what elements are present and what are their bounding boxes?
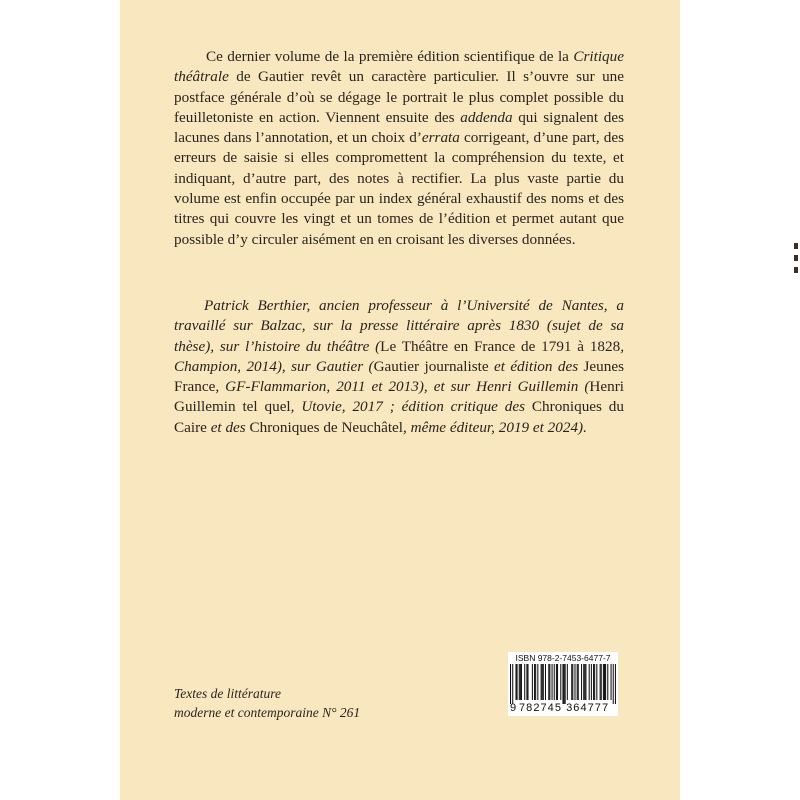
barcode-bar xyxy=(584,664,585,700)
blurb-addenda: addenda xyxy=(460,108,513,126)
barcode-bar xyxy=(585,664,586,700)
barcode-bar xyxy=(510,664,511,704)
barcode-bars xyxy=(510,664,616,704)
barcode-bar xyxy=(613,664,614,704)
author-bio xyxy=(174,296,624,438)
barcode-bar xyxy=(524,664,525,700)
barcode-bar xyxy=(564,664,565,704)
barcode-bar xyxy=(572,664,573,700)
barcode-bar xyxy=(537,664,538,700)
barcode-bar xyxy=(571,664,572,700)
barcode-bar xyxy=(603,664,604,700)
bio-title: Chroniques de Neuchâtel xyxy=(249,418,404,436)
edge-mark xyxy=(794,243,798,249)
barcode-bar xyxy=(604,664,605,700)
barcode-bar xyxy=(607,664,608,700)
barcode-bar xyxy=(562,664,563,704)
bio-title: Gautier journaliste xyxy=(373,357,489,375)
barcode-bar xyxy=(567,664,568,700)
blurb-text: qui signalent des lacunes dans l’annotation, et un choix d’ xyxy=(174,108,625,147)
bio-text: , même éditeur, 2019 et 2024). xyxy=(403,418,587,436)
barcode-bar xyxy=(556,664,557,700)
barcode-bar xyxy=(549,664,550,700)
bio-title: Le Théâtre en France de 1791 à 1828 xyxy=(380,337,621,355)
barcode-bar xyxy=(589,664,590,700)
barcode-bar xyxy=(583,664,584,700)
barcode-bar xyxy=(615,664,616,704)
barcode-bar xyxy=(594,664,595,700)
barcode-bar xyxy=(591,664,592,700)
barcode-bar xyxy=(611,664,612,700)
bio-text: Patrick Berthier, ancien professeur à l’Université de Nantes, a travaillé sur Balzac, sur la presse littéraire après 1830 (sujet de sa thèse), sur l’histoire du théâtre ( xyxy=(174,297,624,355)
bio-text: , Utovie, 2017 ; édition critique des xyxy=(290,398,532,416)
barcode-bar xyxy=(532,664,533,700)
barcode-bar xyxy=(541,664,542,700)
bio-text: , Champion, 2014), sur Gautier ( xyxy=(174,337,624,375)
barcode-bar xyxy=(593,664,594,700)
barcode-bar xyxy=(526,664,527,700)
barcode-bar xyxy=(534,664,535,700)
edge-mark xyxy=(794,255,798,261)
blurb-title-critique: Critique théâtrale xyxy=(174,48,624,86)
barcode-bar xyxy=(577,664,578,700)
barcode-bar xyxy=(578,664,579,700)
barcode-bar xyxy=(600,664,601,700)
barcode-bar xyxy=(519,664,520,700)
barcode-bar xyxy=(601,664,602,700)
barcode-bar xyxy=(535,664,536,700)
barcode-bar xyxy=(512,664,513,704)
blurb-text: corrigeant, d’une part, des erreurs de saisie si elles compromettent la compréhension du texte, et indiquant, d’autre part, des notes à rectifier. La plus vaste partie du volume est enfin occupée par un index général exhaustif des noms et des titres qui couvre les vingt et un tomes de l’édition et permet autant que possible d’y circuler aisément en en croisant les diverses données. xyxy=(174,129,624,248)
bio-text: , GF-Flammarion, 2011 et 2013), et sur Henri Guillemin ( xyxy=(215,378,590,396)
blurb-paragraph xyxy=(174,47,624,250)
barcode-bar xyxy=(560,664,561,700)
bio-text: et édition des xyxy=(488,357,584,375)
ean-digits xyxy=(508,701,618,715)
barcode-bar xyxy=(521,664,522,700)
barcode-bar xyxy=(545,664,546,700)
series-line-2: moderne et contemporaine N° 261 xyxy=(174,705,361,720)
book-blurb xyxy=(174,47,624,250)
series-info xyxy=(174,684,360,722)
blurb-text: Ce dernier volume de la première édition scientifique de la xyxy=(206,48,574,65)
barcode-bar xyxy=(552,664,553,700)
ean-remaining-digits: 782745 364777 xyxy=(519,702,610,714)
barcode-bar xyxy=(548,664,549,700)
edge-marks xyxy=(792,240,800,280)
bio-title: Henri Guillemin tel quel xyxy=(174,378,624,416)
blurb-errata: errata xyxy=(421,129,460,147)
barcode-bar xyxy=(605,664,606,700)
barcode-bar xyxy=(581,664,582,700)
barcode-bar xyxy=(557,664,558,700)
barcode-bar xyxy=(554,664,555,700)
isbn-label: ISBN 978-2-7453-6477-7 xyxy=(515,653,611,663)
barcode-bar xyxy=(517,664,518,700)
edge-mark xyxy=(794,267,798,273)
barcode-bar xyxy=(515,664,516,700)
bio-paragraph xyxy=(174,296,624,438)
blurb-text: de Gautier revêt un caractère particulier. Il s’ouvre sur une postface générale d’où se dégage le portrait le plus complet possible du feuilletoniste en action. Viennent ensuite des xyxy=(174,68,624,126)
barcode-bar xyxy=(543,664,544,700)
bio-title: Jeunes France xyxy=(174,357,625,396)
isbn-barcode xyxy=(508,652,618,716)
bio-title: Chroniques du Caire xyxy=(174,398,624,436)
ean-first-digit: 9 xyxy=(509,702,517,714)
barcode-bar xyxy=(596,664,597,700)
back-cover xyxy=(120,0,680,800)
barcode-bar xyxy=(565,664,566,704)
barcode-bar xyxy=(574,664,575,700)
barcode-bar xyxy=(542,664,543,700)
bio-text: et des xyxy=(206,418,250,436)
barcode-bar xyxy=(527,664,528,700)
series-line-1: Textes de littérature xyxy=(174,686,281,701)
barcode-bar xyxy=(520,664,521,700)
